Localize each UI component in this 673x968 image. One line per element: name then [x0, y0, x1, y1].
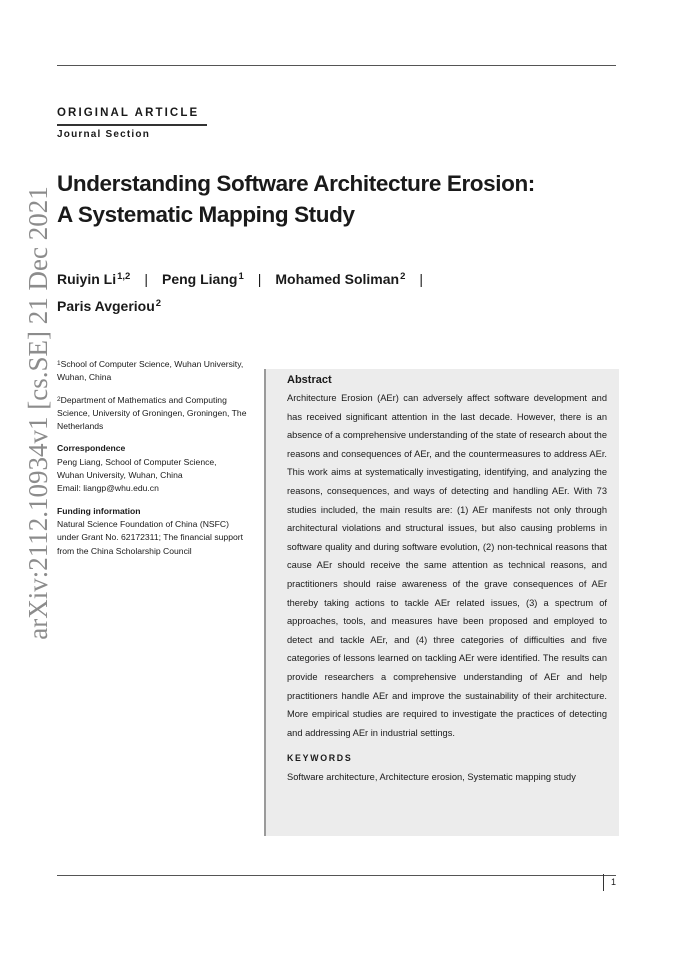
author-separator: | — [419, 271, 423, 287]
author-line-2 — [57, 293, 617, 320]
author-name: Paris Avgeriou$^2$ — [57, 298, 162, 314]
author-affiliation-mark: 2 — [400, 271, 406, 282]
author-name: Ruiyin Li$^{1,2}$ — [57, 271, 131, 287]
front-matter-notes — [57, 358, 247, 567]
title-line-2: A Systematic Mapping Study — [57, 202, 355, 227]
article-type-label: ORIGINAL ARTICLE — [57, 107, 200, 119]
page-number: 1 — [611, 877, 617, 887]
affiliation-2: $^2$Department of Mathematics and Computing Science, University of Groningen, Groningen, The Netherlands — [57, 394, 247, 432]
funding-block — [57, 505, 247, 558]
journal-section-label: Journal Section — [57, 129, 151, 140]
arxiv-identifier[interactable]: arXiv:2112.10934v1 [cs.SE] 21 Dec 2021 — [23, 186, 53, 640]
abstract-content — [287, 373, 607, 787]
author-list — [57, 266, 617, 320]
footer-rule — [57, 875, 616, 876]
funding-heading: Funding information — [57, 505, 141, 516]
author-name: Mohamed Soliman$^2$ — [275, 271, 406, 287]
correspondence-block — [57, 442, 247, 495]
author-affiliation-mark: 1,2 — [117, 271, 131, 282]
correspondence-line: Peng Liang, School of Computer Science, — [57, 456, 217, 467]
abstract-panel — [264, 369, 619, 836]
correspondence-heading: Correspondence — [57, 443, 126, 454]
author-affiliation-mark: 1 — [238, 271, 244, 282]
keywords-heading: KEYWORDS — [287, 753, 353, 764]
author-line-1 — [57, 266, 617, 293]
abstract-text: Architecture Erosion (AEr) can adversely affect software development and has received significant attention in the last decade. However, there is an absence of a comprehensive understanding of the state of research about the reasons and consequences of AEr, and the countermeasures to address AEr. This work aims at systematically investigating, identifying, and analyzing the reasons, consequences, and ways of detecting and handling AEr. With 73 studies included, the main results are: (1) AEr manifests not only through architectural violations and structural issues, but also causing problems in software quality and during software evolution, (2) non-technical reasons that cause AEr should receive the same attention as technical reasons, and practitioners should raise awareness of the grave consequences of AEr thereby taking actions to tackle AEr related issues, (3) a spectrum of approaches, tools, and measures have been proposed and employed to detect and tackle AEr, and (4) three categories of difficulties and five categories of lessons learned on tackling AEr were identified. The results can provide researchers a comprehensive understanding of AEr and help practitioners handle AEr and improve the sustainability of their architecture. More empirical studies are required to investigate the practices of detecting and addressing AEr in industrial settings. — [287, 393, 607, 738]
article-type-underline — [57, 124, 207, 126]
author-separator: | — [257, 271, 262, 287]
paper-title — [57, 168, 617, 230]
affiliation-1: $^1$School of Computer Science, Wuhan University, Wuhan, China — [57, 359, 244, 383]
author-separator: | — [144, 271, 148, 287]
title-line-1: Understanding Software Architecture Erosion: — [57, 171, 535, 196]
correspondence-line: Wuhan University, Wuhan, China — [57, 470, 183, 481]
funding-text: Natural Science Foundation of China (NSFC) under Grant No. 62172311; The financial support from the China Scholarship Council — [57, 518, 244, 556]
keywords-text: Software architecture, Architecture erosion, Systematic mapping study — [287, 772, 576, 783]
page-number-divider — [603, 874, 604, 891]
author-name: Peng Liang$^1$ — [161, 271, 244, 287]
header-rule — [57, 65, 616, 66]
correspondence-email[interactable]: Email: liangp@whu.edu.cn — [57, 483, 159, 494]
author-affiliation-mark: 2 — [155, 298, 162, 309]
abstract-heading: Abstract — [287, 374, 332, 386]
